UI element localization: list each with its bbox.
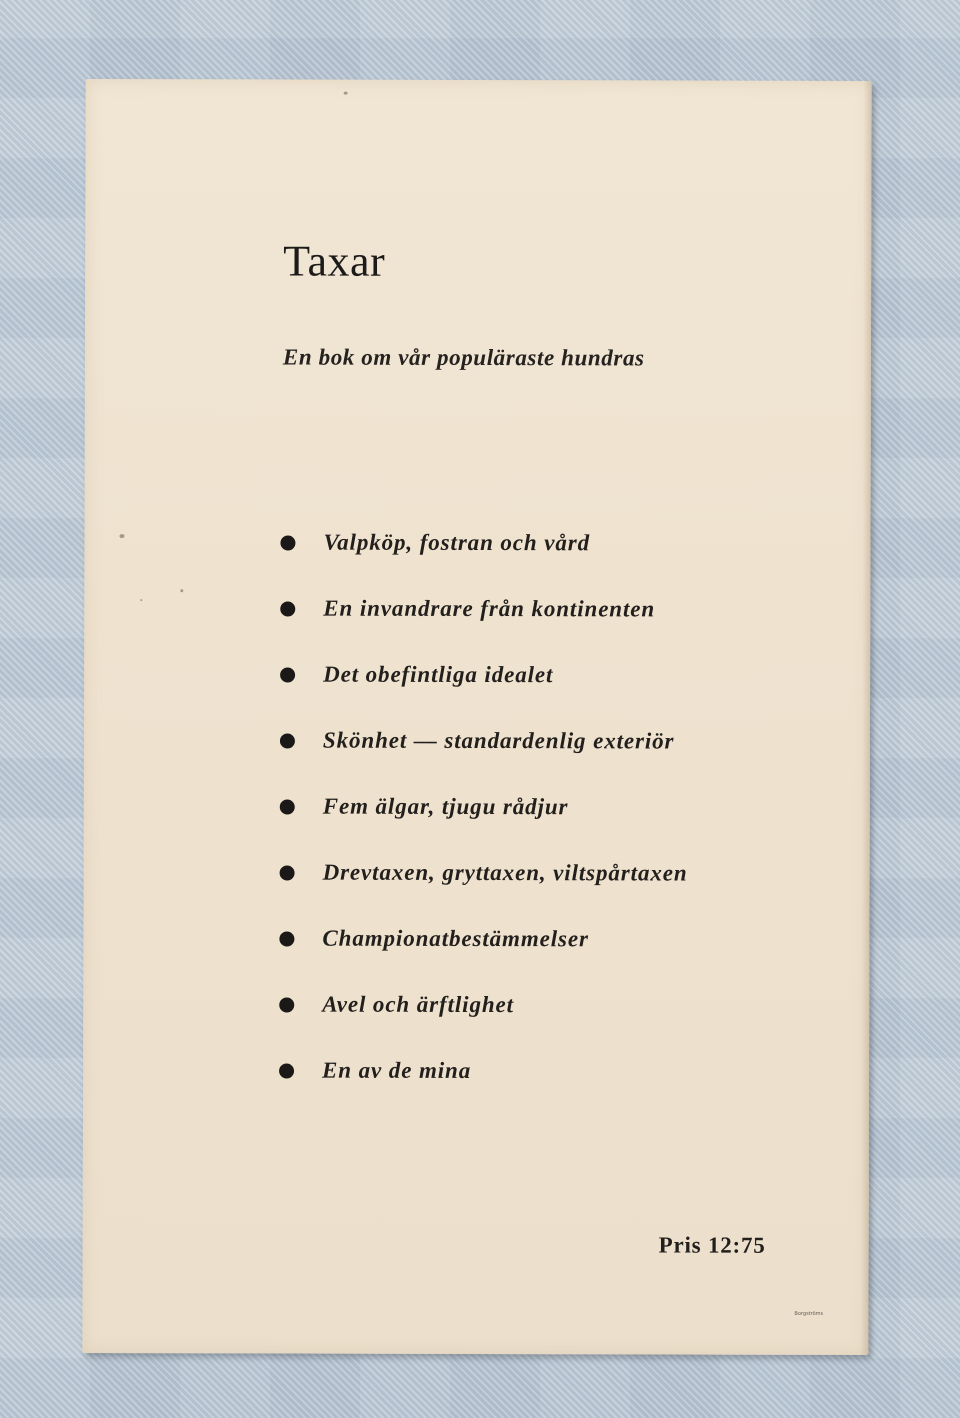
- contents-item-label: En invandrare från kontinenten: [323, 595, 656, 622]
- bullet-icon: [280, 601, 295, 616]
- contents-item: [279, 971, 687, 1038]
- paper-speck: [344, 92, 348, 95]
- book-subtitle: En bok om vår populäraste hundras: [282, 344, 645, 371]
- contents-item: [280, 839, 688, 906]
- paper-speck: [140, 599, 142, 601]
- paper-speck: [180, 589, 183, 592]
- contents-item: [280, 641, 688, 708]
- bullet-icon: [279, 931, 294, 946]
- contents-item-label: Valpköp, fostran och vård: [323, 529, 591, 556]
- contents-item-label: En av de mina: [322, 1057, 472, 1083]
- contents-item-label: Avel och ärftlighet: [322, 991, 514, 1018]
- contents-item: [280, 707, 688, 774]
- contents-item-label: Det obefintliga idealet: [323, 661, 554, 688]
- contents-item: [280, 509, 688, 576]
- bullet-icon: [279, 1063, 294, 1078]
- printer-imprint: Borgströms: [794, 1310, 824, 1317]
- contents-item-label: Fem älgar, tjugu rådjur: [322, 793, 569, 820]
- contents-item-label: Championatbestämmelser: [322, 925, 589, 952]
- bullet-icon: [280, 799, 295, 814]
- contents-item-label: Skönhet — standardenlig exteriör: [322, 727, 675, 754]
- contents-item: [279, 1037, 687, 1104]
- price-label: Pris 12:75: [658, 1232, 766, 1258]
- bullet-icon: [280, 667, 295, 682]
- contents-item-label: Drevtaxen, gryttaxen, viltspårtaxen: [322, 859, 688, 886]
- book-back-cover: [82, 79, 871, 1355]
- contents-list: [279, 509, 689, 1104]
- book-title: Taxar: [283, 236, 386, 286]
- bullet-icon: [280, 733, 295, 748]
- contents-item: [279, 905, 687, 972]
- contents-item: [280, 575, 688, 642]
- bullet-icon: [280, 535, 295, 550]
- contents-item: [280, 773, 688, 840]
- paper-speck: [119, 534, 124, 538]
- bullet-icon: [279, 997, 294, 1012]
- bullet-icon: [280, 865, 295, 880]
